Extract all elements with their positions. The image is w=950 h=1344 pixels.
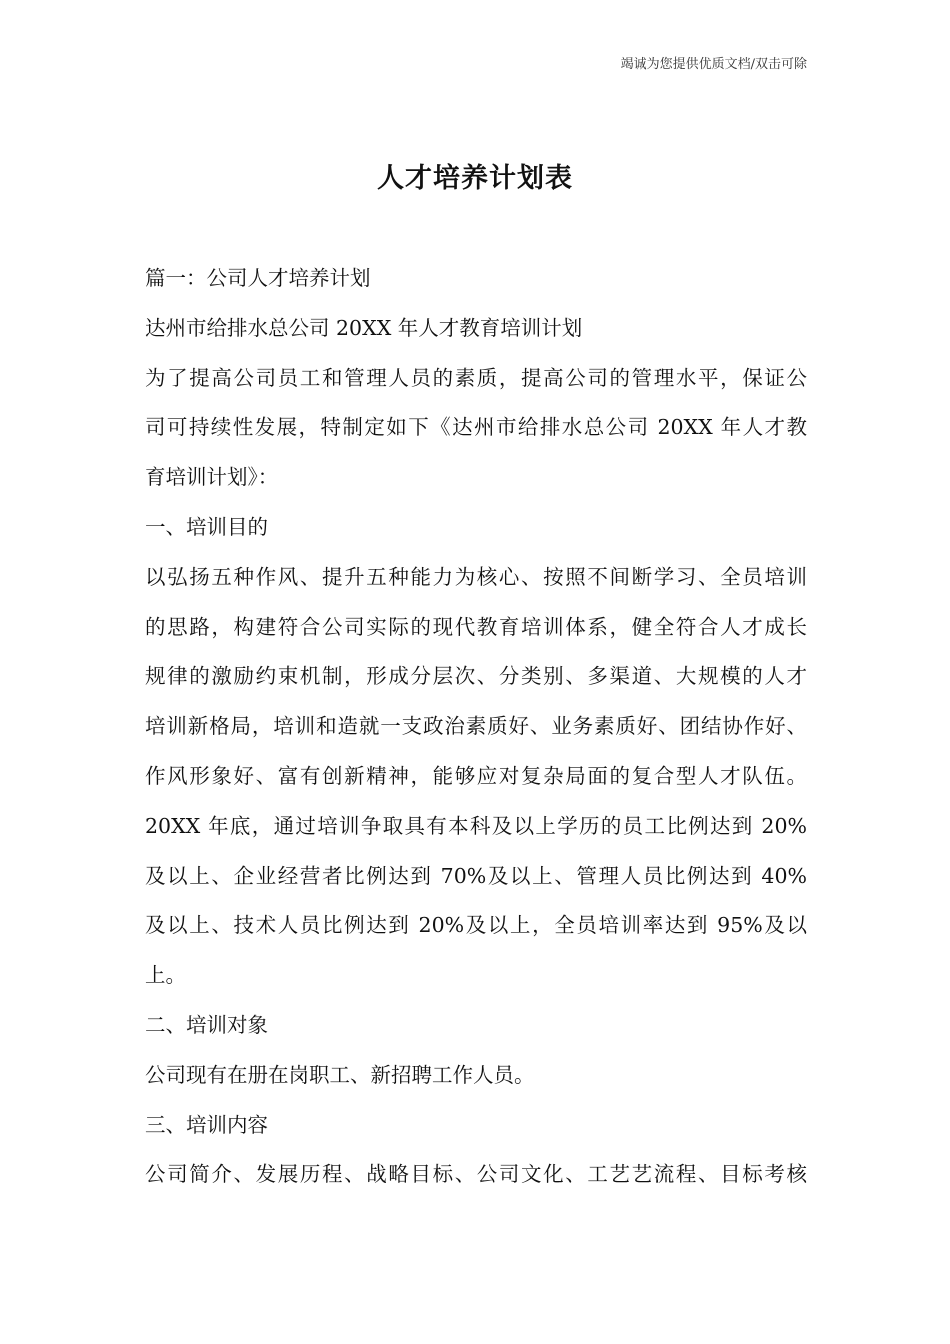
section-heading-content: 三、培训内容 — [145, 1112, 268, 1137]
paragraph-target-line-1: 20XX 年底，通过培训争取具有本科及以上学历的员工比例达到 20% — [145, 813, 807, 838]
paragraph-purpose-line-1: 以弘扬五种作风、提升五种能力为核心、按照不间断学习、全员培训 — [145, 564, 807, 589]
document-title: 人才培养计划表 — [377, 163, 573, 194]
paragraph-purpose-line-3: 规律的激励约束机制，形成分层次、分类别、多渠道、大规模的人才 — [145, 664, 807, 689]
plan-title-line: 达州市给排水总公司 20XX 年人才教育培训计划 — [145, 315, 583, 340]
section-heading-audience: 二、培训对象 — [145, 1012, 268, 1037]
paragraph-purpose-line-4: 培训新格局，培训和造就一支政治素质好、业务素质好、团结协作好、 — [145, 714, 807, 739]
paragraph-target-line-2: 及以上、企业经营者比例达到 70%及以上、管理人员比例达到 40% — [145, 863, 807, 888]
section-heading-purpose: 一、培训目的 — [145, 514, 268, 539]
paragraph-target-line-4: 上。 — [145, 963, 186, 988]
header-note: 竭诚为您提供优质文档/双击可除 — [620, 57, 807, 72]
paragraph-intro-line-3: 育培训计划》： — [145, 465, 279, 490]
paragraph-purpose-line-2: 的思路，构建符合公司实际的现代教育培训体系，健全符合人才成长 — [145, 614, 807, 639]
paragraph-target-line-3: 及以上、技术人员比例达到 20%及以上，全员培训率达到 95%及以 — [145, 913, 807, 938]
paragraph-audience: 公司现有在册在岗职工、新招聘工作人员。 — [145, 1062, 535, 1087]
paragraph-content-line-1: 公司简介、发展历程、战略目标、公司文化、工艺艺流程、目标考核 — [145, 1162, 807, 1187]
document-body — [145, 254, 807, 1200]
paragraph-purpose-line-5: 作风形象好、富有创新精神，能够应对复杂局面的复合型人才队伍。 — [145, 763, 807, 788]
paragraph-intro-line-1: 为了提高公司员工和管理人员的素质，提高公司的管理水平，保证公 — [145, 365, 807, 390]
subheading-chapter-one: 篇一：公司人才培养计划 — [145, 266, 371, 290]
paragraph-intro-line-2: 司可持续性发展，特制定如下《达州市给排水总公司 20XX 年人才教 — [145, 415, 807, 440]
